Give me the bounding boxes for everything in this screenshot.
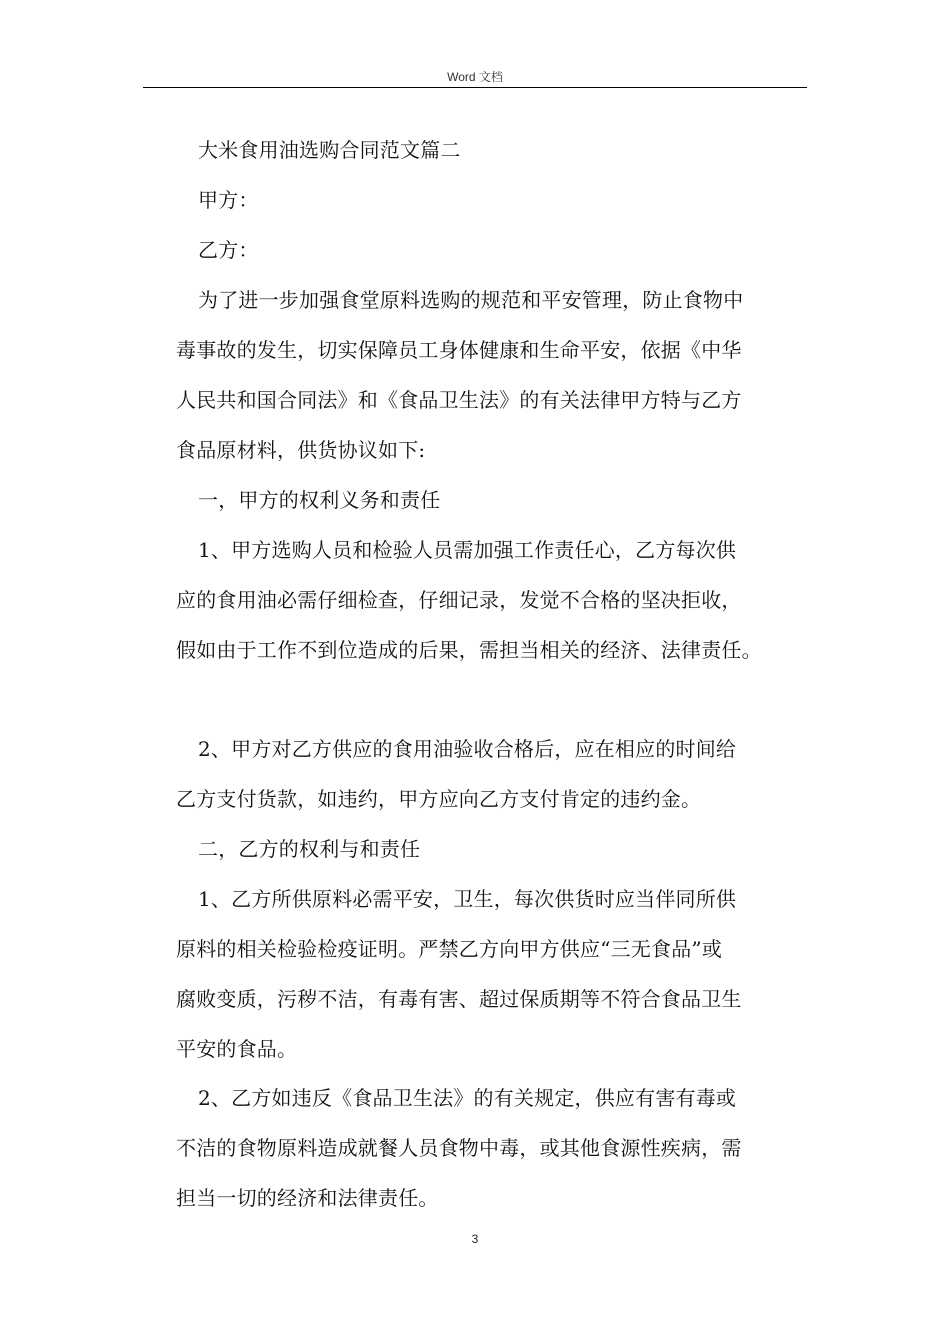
- clause-line: 担当一切的经济和法律责任。: [176, 1186, 439, 1210]
- intro-line: 毒事故的发生，切实保障员工身体健康和生命平安，依据《中华: [176, 338, 742, 362]
- clause-line: 2、甲方对乙方供应的食用油验收合格后，应在相应的时间给: [198, 737, 737, 761]
- intro-line: 人民共和国合同法》和《食品卫生法》的有关法律甲方特与乙方: [176, 388, 742, 412]
- page-header: Word 文档: [447, 70, 503, 84]
- clause-line: 假如由于工作不到位造成的后果，需担当相关的经济、法律责任。: [176, 638, 762, 662]
- clause-line: 应的食用油必需仔细检查，仔细记录，发觉不合格的坚决拒收，: [176, 588, 742, 612]
- party-b-label: 乙方：: [198, 238, 259, 262]
- section-heading: 二，乙方的权利与和责任: [198, 837, 421, 861]
- intro-line: 为了进一步加强食堂原料选购的规范和平安管理，防止食物中: [198, 288, 744, 312]
- party-a-label: 甲方：: [198, 188, 259, 212]
- clause-line: 1、甲方选购人员和检验人员需加强工作责任心，乙方每次供: [198, 538, 737, 562]
- clause-line: 不洁的食物原料造成就餐人员食物中毒，或其他食源性疾病，需: [176, 1136, 742, 1160]
- section-heading: 一，甲方的权利义务和责任: [198, 488, 441, 512]
- clause-line: 乙方支付货款，如违约，甲方应向乙方支付肯定的违约金。: [176, 787, 702, 811]
- header-divider: [143, 87, 807, 88]
- clause-line: 原料的相关检验检疫证明。严禁乙方向甲方供应“三无食品”或: [176, 937, 723, 961]
- page-number: 3: [471, 1232, 479, 1246]
- clause-line: 平安的食品。: [176, 1037, 298, 1061]
- clause-line: 腐败变质，污秽不洁，有毒有害、超过保质期等不符合食品卫生: [176, 987, 742, 1011]
- intro-line: 食品原材料，供货协议如下:: [176, 438, 426, 462]
- clause-line: 2、乙方如违反《食品卫生法》的有关规定，供应有害有毒或: [198, 1086, 737, 1110]
- clause-line: 1、乙方所供原料必需平安，卫生，每次供货时应当伴同所供: [198, 887, 737, 911]
- document-title: 大米食用油选购合同范文篇二: [198, 138, 461, 162]
